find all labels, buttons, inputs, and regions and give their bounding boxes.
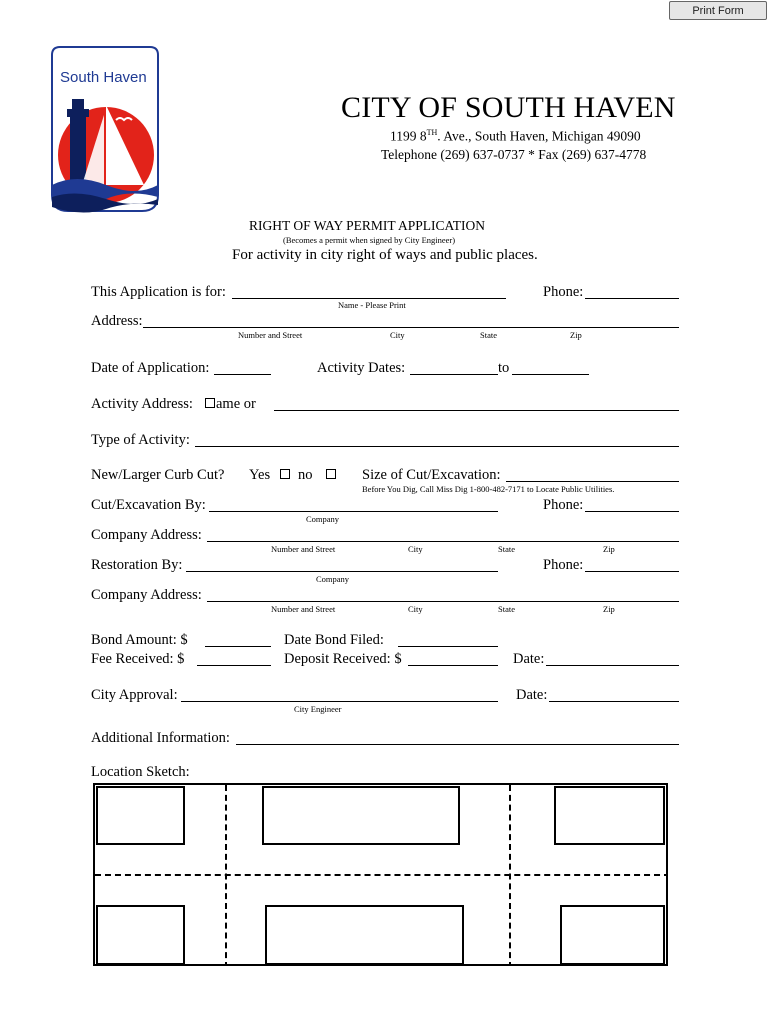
type-of-activity-field[interactable] [195,446,679,447]
name-hint: Name - Please Print [338,300,406,310]
deposit-received-label: Deposit Received: $ [284,651,402,667]
city-address: 1199 8TH. Ave., South Haven, Michigan 49090 [390,128,641,144]
company-address-field-1[interactable] [207,541,679,542]
miss-dig-notice: Before You Dig, Call Miss Dig 1-800-482-7171 to Locate Public Utilities. [362,484,615,494]
same-address-checkbox[interactable] [205,398,215,408]
same-or-label: ame or [216,396,256,412]
sketch-block-top-middle [262,786,460,845]
city-phone: Telephone (269) 637-0737 * Fax (269) 637-4778 [381,147,647,162]
print-form-button[interactable]: Print Form [669,1,767,20]
sketch-block-bottom-right [560,905,665,965]
city-logo [46,45,164,217]
approval-date-field[interactable] [549,701,679,702]
phone-label: Phone: [543,284,584,300]
deposit-date-field[interactable] [546,665,679,666]
restoration-by-label: Restoration By: [91,557,183,573]
date-bond-filed-field[interactable] [398,646,498,647]
sketch-block-bottom-left [96,905,185,965]
sketch-road-right-centerline [509,785,511,966]
company-address-2-city-hint: City [408,604,423,614]
application-for-field[interactable] [232,298,506,299]
sketch-block-bottom-middle [265,905,464,965]
address-state-hint: State [480,330,497,340]
company-address-1-state-hint: State [498,544,515,554]
city-engineer-hint: City Engineer [294,704,342,714]
curb-cut-no-label: no [298,467,313,483]
activity-dates-to-label: to [498,360,510,376]
sketch-road-left-centerline [225,785,227,966]
restoration-by-field[interactable] [186,571,498,572]
restoration-phone-field[interactable] [585,571,679,572]
city-approval-label: City Approval: [91,687,178,703]
date-of-application-label: Date of Application: [91,360,210,376]
form-purpose: For activity in city right of ways and public places. [232,247,538,263]
company-address-label-1: Company Address: [91,527,202,543]
address-city-hint: City [390,330,405,340]
address-zip-hint: Zip [570,330,582,340]
deposit-received-field[interactable] [408,665,498,666]
company-address-field-2[interactable] [207,601,679,602]
company-address-1-zip-hint: Zip [603,544,615,554]
deposit-date-label: Date: [513,651,545,667]
address-field[interactable] [143,327,679,328]
company-address-1-number-street-hint: Number and Street [271,544,336,554]
additional-info-field[interactable] [236,744,679,745]
address-number-street-hint: Number and Street [238,330,303,340]
fee-received-field[interactable] [197,665,271,666]
type-of-activity-label: Type of Activity: [91,432,190,448]
address-label: Address: [91,313,143,329]
cut-by-label: Cut/Excavation By: [91,497,206,513]
company-address-2-number-street-hint: Number and Street [271,604,336,614]
sketch-block-top-right [554,786,665,845]
company-address-2-zip-hint: Zip [603,604,615,614]
company-address-2-state-hint: State [498,604,515,614]
curb-cut-yes-checkbox[interactable] [280,469,290,479]
additional-info-label: Additional Information: [91,730,230,746]
curb-cut-no-checkbox[interactable] [326,469,336,479]
city-approval-field[interactable] [181,701,498,702]
activity-address-label: Activity Address: [91,396,193,412]
bond-amount-label: Bond Amount: $ [91,632,188,648]
form-subtitle: (Becomes a permit when signed by City Engineer) [283,235,456,245]
restoration-company-hint: Company [316,574,350,584]
bond-amount-field[interactable] [205,646,271,647]
size-of-cut-label: Size of Cut/Excavation: [362,467,501,483]
location-sketch-label: Location Sketch: [91,764,190,780]
form-title: RIGHT OF WAY PERMIT APPLICATION [249,218,486,233]
application-for-label: This Application is for: [91,284,226,300]
sketch-road-centerline [95,874,668,876]
sketch-block-top-left [96,786,185,845]
logo-text: South Haven [60,69,147,86]
date-of-application-field[interactable] [214,374,271,375]
cut-by-phone-field[interactable] [585,511,679,512]
phone-field[interactable] [585,298,679,299]
activity-end-date-field[interactable] [512,374,589,375]
company-address-1-city-hint: City [408,544,423,554]
location-sketch-area[interactable] [93,783,668,966]
restoration-phone-label: Phone: [543,557,584,573]
size-of-cut-field[interactable] [506,481,679,482]
cut-by-phone-label: Phone: [543,497,584,513]
activity-address-field[interactable] [274,410,679,411]
curb-cut-yes-label: Yes [249,467,271,483]
cut-by-field[interactable] [209,511,498,512]
company-address-label-2: Company Address: [91,587,202,603]
activity-dates-label: Activity Dates: [317,360,406,376]
fee-received-label: Fee Received: $ [91,651,185,667]
activity-start-date-field[interactable] [410,374,498,375]
date-bond-filed-label: Date Bond Filed: [284,632,384,648]
city-title: CITY OF SOUTH HAVEN [341,91,676,124]
approval-date-label: Date: [516,687,548,703]
cut-by-company-hint: Company [306,514,340,524]
curb-cut-label: New/Larger Curb Cut? [91,467,225,483]
